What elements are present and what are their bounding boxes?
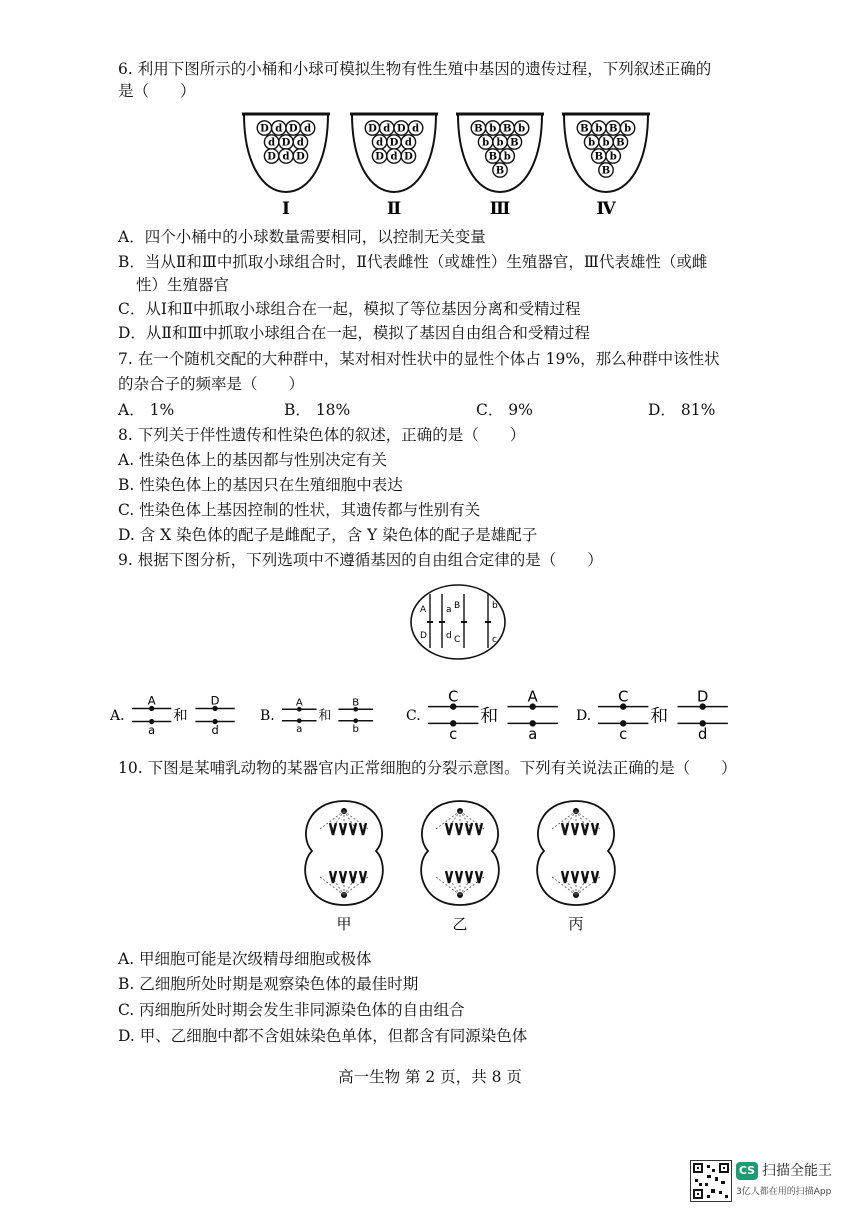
svg-text:d: d (383, 123, 391, 135)
gene-label: d (211, 723, 219, 738)
svg-text:D: D (368, 123, 377, 135)
q7-option-d: D． 81% (648, 401, 716, 419)
gene-label: b (352, 723, 359, 735)
gene-label: c (449, 726, 458, 744)
bucket-figure (240, 108, 660, 220)
q6-option-a: A．四个小桶中的小球数量需要相同，以控制无关变量 (118, 228, 486, 246)
cs-logo-icon: CS (736, 1162, 758, 1180)
q9-option (406, 688, 558, 743)
cell-label: 丙 (568, 915, 584, 933)
svg-text:B: B (488, 151, 498, 163)
q10-option-c: C. 丙细胞所处时期会发生非同源染色体的自由组合 (118, 1001, 465, 1019)
ball (372, 135, 386, 149)
ball (514, 121, 528, 135)
q8-option-a: A. 性染色体上的基因都与性别决定有关 (118, 451, 388, 469)
bucket (242, 114, 330, 219)
bucket (562, 114, 650, 219)
chromosome (446, 823, 452, 835)
dividing-cell (537, 801, 615, 933)
svg-text:B: B (580, 123, 589, 135)
ball (401, 135, 415, 149)
ball (401, 149, 415, 163)
gene-label: a (446, 605, 452, 615)
ball (493, 163, 507, 177)
gene-label: b (492, 601, 498, 611)
q9-option (260, 698, 373, 735)
svg-text:B: B (510, 137, 519, 149)
q6-stem-line2: 是（ ） (118, 82, 196, 100)
ball (486, 149, 500, 163)
gene-label: D (697, 688, 709, 706)
chromosome (456, 823, 462, 835)
svg-text:b: b (482, 137, 490, 149)
q8-stem: 8. 下列关于伴性遗传和性染色体的叙述，正确的是（ ） (118, 426, 526, 444)
chromosome (456, 871, 462, 883)
ball (620, 121, 634, 135)
gene-label: d (446, 631, 452, 641)
q9-stem: 9. 根据下图分析，下列选项中不遵循基因的自由组合定律的是（ ） (118, 551, 603, 569)
ball (577, 121, 591, 135)
cell-division-figure (290, 795, 630, 935)
ball (613, 135, 627, 149)
ball (272, 121, 286, 135)
option-letter: A. (110, 708, 125, 724)
ball (486, 121, 500, 135)
and-label: 和 (173, 707, 188, 724)
svg-text:B: B (502, 123, 512, 135)
svg-text:d: d (282, 151, 290, 163)
svg-text:d: d (404, 137, 412, 149)
option-letter: B. (260, 708, 275, 724)
svg-text:D: D (267, 151, 276, 163)
svg-text:D: D (389, 137, 399, 149)
ball (365, 121, 379, 135)
cell-label: 甲 (336, 915, 352, 933)
dividing-cell (305, 801, 383, 933)
option-letter: C. (406, 708, 421, 724)
q9-options-figure (110, 676, 730, 754)
gene-label: D (420, 631, 427, 641)
chromosome (476, 823, 482, 835)
bucket-label: Ⅰ (282, 199, 290, 219)
ball (279, 135, 293, 149)
svg-text:b: b (496, 137, 504, 149)
svg-text:b: b (602, 137, 610, 149)
q6-option-b-line2: 性）生殖器官 (136, 276, 230, 294)
gene-label: c (619, 726, 628, 744)
svg-text:B: B (608, 123, 618, 135)
q7-stem-line2: 的杂合子的频率是（ ） (118, 375, 305, 393)
bucket (456, 114, 544, 219)
chromosome (592, 823, 598, 835)
gene-label: A (527, 688, 538, 706)
gene-label: D (210, 693, 220, 708)
bucket-label: Ⅲ (489, 199, 511, 219)
svg-text:D: D (296, 151, 305, 163)
q8-option-d: D. 含 X 染色体的配子是雌配子，含 Y 染色体的配子是雄配子 (118, 526, 538, 544)
q10-stem: 10. 下图是某哺乳动物的某器官内正常细胞的分裂示意图。下列有关说法正确的是（ ） (118, 759, 737, 777)
q9-option (110, 693, 235, 737)
ball (264, 135, 278, 149)
svg-text:B: B (495, 165, 505, 177)
page-footer: 高一生物 第 2 页，共 8 页 (338, 1068, 522, 1086)
ball (264, 149, 278, 163)
svg-text:D: D (260, 123, 269, 135)
gene-label: c (492, 635, 497, 645)
ball (293, 149, 307, 163)
svg-text:d: d (376, 137, 384, 149)
ball (592, 149, 606, 163)
chromosome (360, 871, 366, 883)
ball (408, 121, 422, 135)
chromosome (340, 823, 346, 835)
bucket-label: Ⅳ (596, 199, 616, 219)
gene-label: a (148, 723, 156, 738)
gene-label: a (296, 723, 303, 735)
svg-text:D: D (288, 123, 298, 135)
gene-label: A (420, 605, 427, 615)
chromosome (572, 871, 578, 883)
gene-label: A (147, 693, 156, 708)
gene-label: C (618, 688, 629, 706)
ball (599, 135, 613, 149)
svg-text:b: b (609, 151, 617, 163)
svg-text:d: d (412, 123, 420, 135)
gene-label: B (352, 697, 360, 709)
q9-option (576, 688, 728, 743)
gene-label: a (528, 726, 538, 744)
svg-text:b: b (588, 137, 596, 149)
gene-label: B (454, 601, 461, 611)
watermark-brand: 扫描全能王 (762, 1163, 832, 1179)
chromosome (330, 823, 336, 835)
bucket-label: Ⅱ (386, 199, 402, 219)
svg-text:B: B (616, 137, 625, 149)
gene-label: C (448, 688, 459, 706)
q7-option-c: C． 9% (476, 401, 533, 419)
q7-option-b: B． 18% (284, 401, 351, 419)
q6-stem-line1: 6. 利用下图所示的小桶和小球可模拟生物有性生殖中基因的遗传过程，下列叙述正确的 (118, 60, 712, 78)
gene-label: A (295, 697, 303, 709)
watermark-tagline: 3亿人都在用的扫描App (736, 1187, 832, 1197)
chromosome (562, 823, 568, 835)
svg-text:D: D (404, 151, 413, 163)
q7-stem-line1: 7. 在一个随机交配的大种群中，某对相对性状中的显性个体占 19%，那么种群中该性状 (118, 350, 720, 368)
chromosome (340, 871, 346, 883)
ball (286, 121, 300, 135)
ball (606, 149, 620, 163)
q6-option-d: D．从Ⅱ和Ⅲ中抓取小球组合在一起，模拟了基因自由组合和受精过程 (118, 324, 590, 342)
svg-text:b: b (489, 123, 497, 135)
chromosome (572, 823, 578, 835)
svg-text:d: d (390, 151, 398, 163)
qr-code-icon (690, 1160, 732, 1202)
chromosome (592, 871, 598, 883)
ball (380, 121, 394, 135)
option-letter: D. (576, 708, 592, 724)
chromosome (350, 871, 356, 883)
ball (592, 121, 606, 135)
ball (387, 135, 401, 149)
chromosome (582, 871, 588, 883)
and-label: 和 (318, 708, 332, 724)
svg-text:d: d (268, 137, 276, 149)
ball (599, 163, 613, 177)
ball (493, 135, 507, 149)
ball (394, 121, 408, 135)
ball (500, 121, 514, 135)
svg-text:D: D (281, 137, 291, 149)
ball (257, 121, 271, 135)
svg-text:b: b (595, 123, 603, 135)
ball (471, 121, 485, 135)
gene-label: C (454, 635, 461, 645)
q10-option-d: D. 甲、乙细胞中都不含姐妹染色单体，但都含有同源染色体 (118, 1027, 528, 1045)
svg-text:B: B (474, 123, 483, 135)
gene-label: d (698, 726, 708, 744)
ball (372, 149, 386, 163)
ball (387, 149, 401, 163)
chromosome (476, 871, 482, 883)
svg-text:b: b (624, 123, 632, 135)
and-label: 和 (480, 706, 499, 727)
q8-option-c: C. 性染色体上基因控制的性状，其遗传都与性别有关 (118, 501, 481, 519)
ball (500, 149, 514, 163)
svg-text:b: b (518, 123, 526, 135)
dividing-cell (421, 801, 499, 933)
q7-option-a: A． 1% (118, 401, 175, 419)
cell-label: 乙 (452, 915, 468, 933)
q6-option-b-line1: B．当从Ⅱ和Ⅲ中抓取小球组合时，Ⅱ代表雌性（或雄性）生殖器官，Ⅲ代表雄性（或雌 (118, 253, 708, 271)
svg-text:D: D (375, 151, 384, 163)
ball (507, 135, 521, 149)
svg-text:b: b (503, 151, 511, 163)
svg-text:d: d (296, 137, 304, 149)
and-label: 和 (650, 706, 669, 727)
svg-text:d: d (275, 123, 283, 135)
q8-option-b: B. 性染色体上的基因只在生殖细胞中表达 (118, 476, 403, 494)
chromosome-cell-figure (408, 582, 508, 662)
ball (300, 121, 314, 135)
q6-option-c: C．从Ⅰ和Ⅱ中抓取小球组合在一起，模拟了等位基因分离和受精过程 (118, 300, 581, 318)
svg-text:B: B (601, 165, 611, 177)
svg-text:d: d (304, 123, 312, 135)
q10-option-a: A. 甲细胞可能是次级精母细胞或极体 (118, 950, 372, 968)
ball (293, 135, 307, 149)
svg-text:B: B (594, 151, 604, 163)
svg-text:D: D (396, 123, 406, 135)
ball (478, 135, 492, 149)
ball (279, 149, 293, 163)
chromosome (360, 823, 366, 835)
ball (606, 121, 620, 135)
q10-option-b: B. 乙细胞所处时期是观察染色体的最佳时期 (118, 975, 419, 993)
ball (584, 135, 598, 149)
chromosome (466, 871, 472, 883)
bucket (350, 114, 438, 219)
scanner-watermark (690, 1160, 850, 1208)
